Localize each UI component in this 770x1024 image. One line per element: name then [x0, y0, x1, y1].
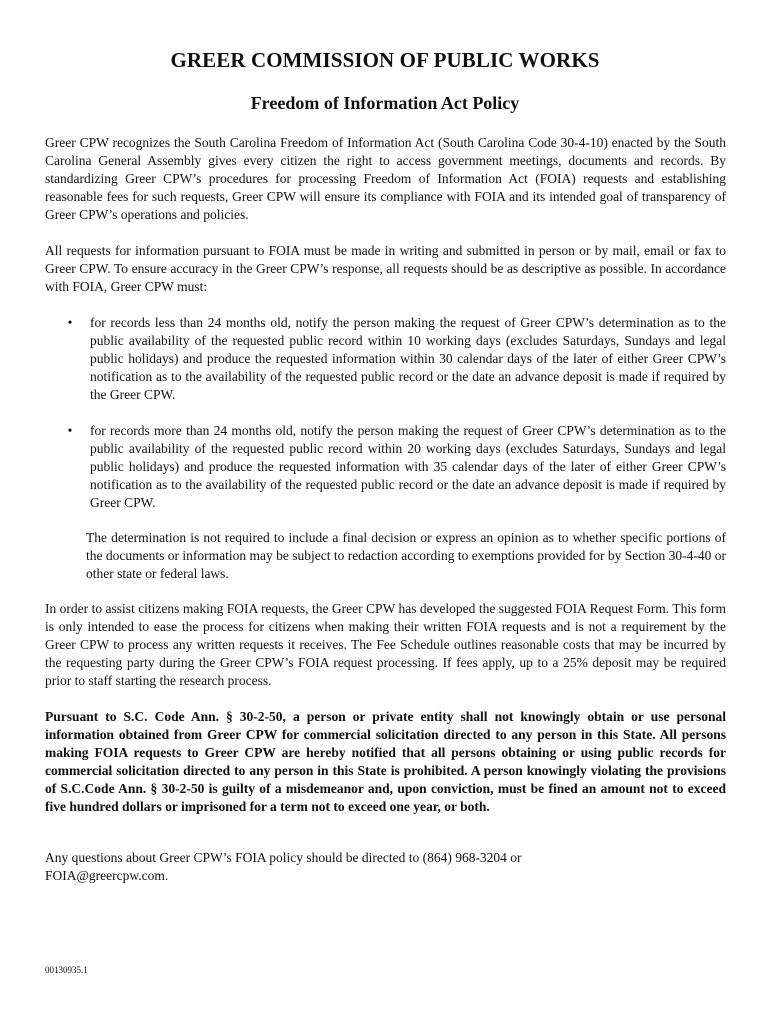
obligations-list	[45, 314, 726, 530]
bullet-icon: •	[67, 423, 73, 438]
list-item	[45, 314, 726, 404]
document-title: GREER COMMISSION OF PUBLIC WORKS	[170, 48, 600, 72]
contact-email: FOIA@greercpw.com.	[45, 868, 169, 883]
determination-paragraph: The determination is not required to include a final decision or express an opinion as to whether specific portions of the documents or information may be subject to redaction according to exemptions provided for by Section 30-4-40 or other state or federal laws.	[86, 530, 726, 581]
list-item	[45, 422, 726, 512]
request-form-paragraph: In order to assist citizens making FOIA requests, the Greer CPW has developed the suggested FOIA Request Form. This form is only intended to ease the process for citizens when making their written FOIA requests and is not a requirement by the Greer CPW to process any written requests it receives. The Fee Schedule outlines reasonable costs that may be incurred by the requesting party during the Greer CPW’s FOIA request processing. If fees apply, up to a 25% deposit may be required prior to staff starting the research process.	[45, 601, 726, 688]
contact-paragraph	[45, 849, 726, 885]
bullet-icon: •	[67, 315, 73, 330]
document-subtitle: Freedom of Information Act Policy	[250, 93, 520, 113]
intro-paragraph: Greer CPW recognizes the South Carolina Freedom of Information Act (South Carolina Code 30-4-10) enacted by the South Carolina General Assembly gives every citizen the right to access government meetings, documents and records. By standardizing Greer CPW’s procedures for processing Freedom of Information Act (FOIA) requests and establishing reasonable fees for such requests, Greer CPW will ensure its compliance with FOIA and its intended goal of transparency of Greer CPW’s operations and policies.	[45, 135, 726, 222]
legal-notice-paragraph: Pursuant to S.C. Code Ann. § 30-2-50, a person or private entity shall not knowingly obtain or use personal information obtained from Greer CPW for commercial solicitation directed to any person in this State. All persons making FOIA requests to Greer CPW are hereby notified that all persons obtaining or using public records for commercial solicitation directed to any person in this State is prohibited. A person knowingly violating the provisions of S.C.Code Ann. § 30-2-50 is guilty of a misdemeanor and, upon conviction, must be fined an amount not to exceed five hundred dollars or imprisoned for a term not to exceed one year, or both.	[45, 709, 726, 814]
list-item-text: for records less than 24 months old, notify the person making the request of Greer CPW’s determination as to the public availability of the requested public record within 10 working days (excludes Saturdays, Sundays and legal public holidays) and produce the requested information within 30 calendar days of the later of either Greer CPW’s notification as to the availability of the requested public record or the date an advance deposit is made if required by the Greer CPW.	[90, 315, 726, 402]
list-item-text: for records more than 24 months old, notify the person making the request of Greer CPW’s determination as to the public availability of the requested public record within 20 working days (excludes Saturdays, Sundays and legal public holidays) and produce the requested information with 35 calendar days of the later of either Greer CPW’s notification as to the availability of the requested public record or the date an advance deposit is made if required by Greer CPW.	[90, 423, 726, 510]
requests-paragraph: All requests for information pursuant to FOIA must be made in writing and submitted in person or by mail, email or fax to Greer CPW. To ensure accuracy in the Greer CPW’s response, all requests should be as descriptive as possible. In accordance with FOIA, Greer CPW must:	[45, 243, 726, 294]
contact-text: Any questions about Greer CPW’s FOIA policy should be directed to (864) 968-3204 or	[45, 850, 522, 865]
document-number: 00130935.1	[45, 965, 88, 975]
